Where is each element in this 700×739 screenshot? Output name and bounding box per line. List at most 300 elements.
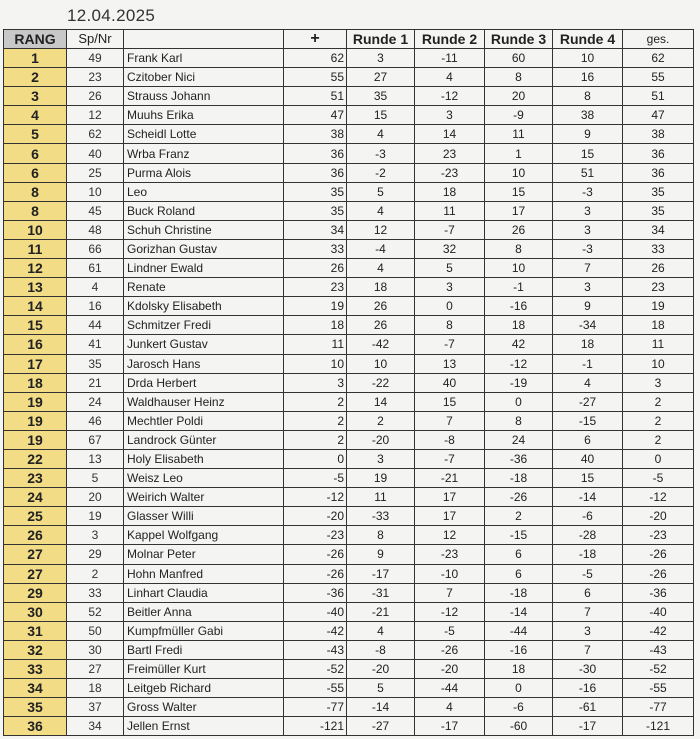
spnr-cell: 44 xyxy=(67,316,124,335)
plus-cell: 11 xyxy=(284,335,347,354)
spnr-cell: 4 xyxy=(67,278,124,297)
ges-cell: 62 xyxy=(623,49,694,68)
ges-cell: 38 xyxy=(623,125,694,144)
runde-4-cell: 6 xyxy=(553,583,623,602)
spnr-cell: 29 xyxy=(67,545,124,564)
runde-3-cell: -16 xyxy=(485,640,553,659)
runde-3-cell: -6 xyxy=(485,698,553,717)
header-runde-4: Runde 4 xyxy=(553,30,623,49)
spnr-cell: 40 xyxy=(67,144,124,163)
runde-3-cell: -14 xyxy=(485,602,553,621)
runde-3-cell: 8 xyxy=(485,239,553,258)
runde-2-cell: 12 xyxy=(415,526,485,545)
table-row xyxy=(4,602,694,621)
runde-1-cell: -21 xyxy=(347,602,415,621)
runde-1-cell: -2 xyxy=(347,163,415,182)
runde-2-cell: -23 xyxy=(415,163,485,182)
spnr-cell: 49 xyxy=(67,49,124,68)
rang-cell: 27 xyxy=(4,564,67,583)
player-name: Scheidl Lotte xyxy=(124,125,284,144)
spnr-cell: 26 xyxy=(67,87,124,106)
rang-cell: 1 xyxy=(4,49,67,68)
runde-4-cell: 9 xyxy=(553,125,623,144)
runde-2-cell: -23 xyxy=(415,545,485,564)
plus-cell: 35 xyxy=(284,182,347,201)
plus-cell: -26 xyxy=(284,545,347,564)
spnr-cell: 20 xyxy=(67,488,124,507)
ges-cell: 35 xyxy=(623,182,694,201)
player-name: Frank Karl xyxy=(124,49,284,68)
plus-cell: -42 xyxy=(284,621,347,640)
spnr-cell: 66 xyxy=(67,239,124,258)
runde-1-cell: 5 xyxy=(347,679,415,698)
spnr-cell: 12 xyxy=(67,106,124,125)
runde-4-cell: -61 xyxy=(553,698,623,717)
runde-4-cell: -3 xyxy=(553,182,623,201)
rang-cell: 18 xyxy=(4,373,67,392)
table-row xyxy=(4,354,694,373)
player-name: Kumpfmüller Gabi xyxy=(124,621,284,640)
runde-2-cell: -44 xyxy=(415,679,485,698)
header-name xyxy=(124,30,284,49)
plus-cell: 2 xyxy=(284,430,347,449)
table-row xyxy=(4,259,694,278)
table-row xyxy=(4,316,694,335)
runde-2-cell: -7 xyxy=(415,449,485,468)
table-row xyxy=(4,392,694,411)
rang-cell: 15 xyxy=(4,316,67,335)
runde-3-cell: 11 xyxy=(485,125,553,144)
runde-1-cell: -42 xyxy=(347,335,415,354)
spnr-cell: 37 xyxy=(67,698,124,717)
runde-3-cell: -15 xyxy=(485,526,553,545)
runde-3-cell: -60 xyxy=(485,717,553,736)
ges-cell: 51 xyxy=(623,87,694,106)
plus-cell: 0 xyxy=(284,449,347,468)
ges-cell: -77 xyxy=(623,698,694,717)
runde-2-cell: -10 xyxy=(415,564,485,583)
spnr-cell: 52 xyxy=(67,602,124,621)
ges-cell: -52 xyxy=(623,660,694,679)
ges-cell: -23 xyxy=(623,526,694,545)
plus-cell: 18 xyxy=(284,316,347,335)
spnr-cell: 45 xyxy=(67,201,124,220)
table-row xyxy=(4,640,694,659)
spnr-cell: 10 xyxy=(67,182,124,201)
ges-cell: 36 xyxy=(623,163,694,182)
plus-cell: 36 xyxy=(284,163,347,182)
plus-cell: -121 xyxy=(284,717,347,736)
table-row xyxy=(4,564,694,583)
player-name: Muuhs Erika xyxy=(124,106,284,125)
ges-cell: 26 xyxy=(623,259,694,278)
runde-4-cell: 15 xyxy=(553,469,623,488)
runde-3-cell: 10 xyxy=(485,163,553,182)
table-row xyxy=(4,545,694,564)
runde-2-cell: -8 xyxy=(415,430,485,449)
ges-cell: -20 xyxy=(623,507,694,526)
runde-4-cell: -14 xyxy=(553,488,623,507)
table-row xyxy=(4,698,694,717)
plus-cell: 35 xyxy=(284,201,347,220)
runde-1-cell: -8 xyxy=(347,640,415,659)
table-row xyxy=(4,163,694,182)
ges-cell: -12 xyxy=(623,488,694,507)
runde-4-cell: -6 xyxy=(553,507,623,526)
runde-2-cell: 8 xyxy=(415,316,485,335)
runde-1-cell: -3 xyxy=(347,144,415,163)
player-name: Mechtler Poldi xyxy=(124,411,284,430)
ges-cell: -55 xyxy=(623,679,694,698)
rang-cell: 4 xyxy=(4,106,67,125)
runde-2-cell: 40 xyxy=(415,373,485,392)
runde-4-cell: 3 xyxy=(553,278,623,297)
plus-cell: -12 xyxy=(284,488,347,507)
date-label: 12.04.2025 xyxy=(67,6,156,25)
runde-2-cell: 13 xyxy=(415,354,485,373)
runde-4-cell: 38 xyxy=(553,106,623,125)
table-row xyxy=(4,507,694,526)
plus-cell: 19 xyxy=(284,297,347,316)
player-name: Schuh Christine xyxy=(124,220,284,239)
runde-1-cell: 5 xyxy=(347,182,415,201)
plus-cell: 55 xyxy=(284,68,347,87)
plus-cell: -36 xyxy=(284,583,347,602)
runde-4-cell: 6 xyxy=(553,430,623,449)
player-name: Landrock Günter xyxy=(124,430,284,449)
table-row xyxy=(4,717,694,736)
plus-cell: 34 xyxy=(284,220,347,239)
runde-3-cell: 26 xyxy=(485,220,553,239)
runde-2-cell: -12 xyxy=(415,602,485,621)
rang-cell: 27 xyxy=(4,545,67,564)
header-runde-2: Runde 2 xyxy=(415,30,485,49)
plus-cell: -52 xyxy=(284,660,347,679)
player-name: Linhart Claudia xyxy=(124,583,284,602)
rang-cell: 14 xyxy=(4,297,67,316)
runde-3-cell: 42 xyxy=(485,335,553,354)
player-name: Weirich Walter xyxy=(124,488,284,507)
table-row xyxy=(4,411,694,430)
header-rang: RANG xyxy=(4,30,67,49)
header-ges: ges. xyxy=(623,30,694,49)
runde-4-cell: 51 xyxy=(553,163,623,182)
spnr-cell: 61 xyxy=(67,259,124,278)
ges-cell: 36 xyxy=(623,144,694,163)
plus-cell: 36 xyxy=(284,144,347,163)
header-runde-3: Runde 3 xyxy=(485,30,553,49)
plus-cell: -20 xyxy=(284,507,347,526)
runde-3-cell: 10 xyxy=(485,259,553,278)
runde-3-cell: 6 xyxy=(485,564,553,583)
ges-cell: 3 xyxy=(623,373,694,392)
table-row xyxy=(4,488,694,507)
runde-2-cell: -17 xyxy=(415,717,485,736)
runde-3-cell: -18 xyxy=(485,469,553,488)
spnr-cell: 19 xyxy=(67,507,124,526)
plus-cell: 33 xyxy=(284,239,347,258)
rang-cell: 11 xyxy=(4,239,67,258)
runde-1-cell: -31 xyxy=(347,583,415,602)
runde-4-cell: 40 xyxy=(553,449,623,468)
spnr-cell: 35 xyxy=(67,354,124,373)
runde-3-cell: 0 xyxy=(485,679,553,698)
spnr-cell: 3 xyxy=(67,526,124,545)
runde-3-cell: 8 xyxy=(485,411,553,430)
runde-2-cell: 0 xyxy=(415,297,485,316)
runde-3-cell: 0 xyxy=(485,392,553,411)
runde-1-cell: 3 xyxy=(347,49,415,68)
runde-3-cell: -36 xyxy=(485,449,553,468)
rang-cell: 31 xyxy=(4,621,67,640)
table-row xyxy=(4,449,694,468)
player-name: Beitler Anna xyxy=(124,602,284,621)
runde-3-cell: 2 xyxy=(485,507,553,526)
plus-cell: -26 xyxy=(284,564,347,583)
runde-4-cell: 16 xyxy=(553,68,623,87)
table-row xyxy=(4,87,694,106)
player-name: Strauss Johann xyxy=(124,87,284,106)
player-name: Freimüller Kurt xyxy=(124,660,284,679)
ges-cell: -121 xyxy=(623,717,694,736)
runde-1-cell: -20 xyxy=(347,660,415,679)
ges-cell: 34 xyxy=(623,220,694,239)
player-name: Jarosch Hans xyxy=(124,354,284,373)
plus-cell: -77 xyxy=(284,698,347,717)
runde-3-cell: 8 xyxy=(485,68,553,87)
runde-3-cell: 1 xyxy=(485,144,553,163)
spnr-cell: 16 xyxy=(67,297,124,316)
runde-1-cell: -27 xyxy=(347,717,415,736)
runde-1-cell: 9 xyxy=(347,545,415,564)
plus-cell: 10 xyxy=(284,354,347,373)
runde-1-cell: -17 xyxy=(347,564,415,583)
runde-1-cell: -22 xyxy=(347,373,415,392)
runde-4-cell: -27 xyxy=(553,392,623,411)
runde-2-cell: 17 xyxy=(415,488,485,507)
player-name: Drda Herbert xyxy=(124,373,284,392)
runde-3-cell: -12 xyxy=(485,354,553,373)
runde-2-cell: 4 xyxy=(415,68,485,87)
player-name: Waldhauser Heinz xyxy=(124,392,284,411)
plus-cell: 2 xyxy=(284,411,347,430)
plus-cell: -40 xyxy=(284,602,347,621)
rang-cell: 19 xyxy=(4,411,67,430)
runde-1-cell: 4 xyxy=(347,125,415,144)
spnr-cell: 67 xyxy=(67,430,124,449)
rang-cell: 3 xyxy=(4,87,67,106)
player-name: Lindner Ewald xyxy=(124,259,284,278)
runde-2-cell: -7 xyxy=(415,335,485,354)
player-name: Czitober Nici xyxy=(124,68,284,87)
player-name: Molnar Peter xyxy=(124,545,284,564)
rang-cell: 19 xyxy=(4,392,67,411)
player-name: Gorizhan Gustav xyxy=(124,239,284,258)
rang-cell: 33 xyxy=(4,660,67,679)
player-name: Schmitzer Fredi xyxy=(124,316,284,335)
table-row xyxy=(4,621,694,640)
runde-1-cell: -20 xyxy=(347,430,415,449)
runde-2-cell: 4 xyxy=(415,698,485,717)
spnr-cell: 24 xyxy=(67,392,124,411)
runde-2-cell: 5 xyxy=(415,259,485,278)
runde-4-cell: 10 xyxy=(553,49,623,68)
spnr-cell: 5 xyxy=(67,469,124,488)
runde-4-cell: 3 xyxy=(553,621,623,640)
rang-cell: 12 xyxy=(4,259,67,278)
runde-1-cell: 4 xyxy=(347,201,415,220)
ges-cell: -26 xyxy=(623,564,694,583)
plus-cell: 2 xyxy=(284,392,347,411)
runde-3-cell: -18 xyxy=(485,583,553,602)
player-name: Buck Roland xyxy=(124,201,284,220)
runde-2-cell: -11 xyxy=(415,49,485,68)
ges-cell: 2 xyxy=(623,411,694,430)
runde-1-cell: 8 xyxy=(347,526,415,545)
runde-1-cell: 26 xyxy=(347,316,415,335)
runde-2-cell: -5 xyxy=(415,621,485,640)
table-row xyxy=(4,49,694,68)
spnr-cell: 34 xyxy=(67,717,124,736)
runde-4-cell: -17 xyxy=(553,717,623,736)
table-row xyxy=(4,182,694,201)
rang-cell: 32 xyxy=(4,640,67,659)
spnr-cell: 13 xyxy=(67,449,124,468)
runde-2-cell: 7 xyxy=(415,583,485,602)
spnr-cell: 18 xyxy=(67,679,124,698)
runde-4-cell: 4 xyxy=(553,373,623,392)
runde-2-cell: 3 xyxy=(415,278,485,297)
runde-2-cell: 17 xyxy=(415,507,485,526)
plus-cell: 38 xyxy=(284,125,347,144)
player-name: Jellen Ernst xyxy=(124,717,284,736)
ges-cell: -36 xyxy=(623,583,694,602)
ges-cell: 10 xyxy=(623,354,694,373)
spnr-cell: 46 xyxy=(67,411,124,430)
runde-2-cell: -26 xyxy=(415,640,485,659)
plus-cell: 23 xyxy=(284,278,347,297)
plus-cell: 26 xyxy=(284,259,347,278)
player-name: Hohn Manfred xyxy=(124,564,284,583)
spnr-cell: 21 xyxy=(67,373,124,392)
runde-2-cell: -7 xyxy=(415,220,485,239)
runde-3-cell: -26 xyxy=(485,488,553,507)
header-runde-1: Runde 1 xyxy=(347,30,415,49)
runde-4-cell: -1 xyxy=(553,354,623,373)
table-row xyxy=(4,106,694,125)
player-name: Kappel Wolfgang xyxy=(124,526,284,545)
rang-cell: 17 xyxy=(4,354,67,373)
table-row xyxy=(4,125,694,144)
runde-3-cell: -9 xyxy=(485,106,553,125)
runde-1-cell: 26 xyxy=(347,297,415,316)
spnr-cell: 48 xyxy=(67,220,124,239)
plus-cell: -23 xyxy=(284,526,347,545)
rang-cell: 22 xyxy=(4,449,67,468)
rang-cell: 19 xyxy=(4,430,67,449)
table-row xyxy=(4,239,694,258)
rang-cell: 29 xyxy=(4,583,67,602)
runde-1-cell: -4 xyxy=(347,239,415,258)
runde-4-cell: -5 xyxy=(553,564,623,583)
runde-3-cell: -16 xyxy=(485,297,553,316)
runde-1-cell: 11 xyxy=(347,488,415,507)
rang-cell: 36 xyxy=(4,717,67,736)
player-name: Purma Alois xyxy=(124,163,284,182)
player-name: Renate xyxy=(124,278,284,297)
spnr-cell: 2 xyxy=(67,564,124,583)
player-name: Holy Elisabeth xyxy=(124,449,284,468)
ges-cell: 18 xyxy=(623,316,694,335)
rang-cell: 24 xyxy=(4,488,67,507)
runde-4-cell: -15 xyxy=(553,411,623,430)
runde-3-cell: 15 xyxy=(485,182,553,201)
runde-1-cell: 35 xyxy=(347,87,415,106)
player-name: Glasser Willi xyxy=(124,507,284,526)
ges-cell: -5 xyxy=(623,469,694,488)
spnr-cell: 50 xyxy=(67,621,124,640)
ges-cell: -42 xyxy=(623,621,694,640)
runde-2-cell: -20 xyxy=(415,660,485,679)
rang-cell: 6 xyxy=(4,144,67,163)
ges-cell: 2 xyxy=(623,430,694,449)
runde-4-cell: -28 xyxy=(553,526,623,545)
table-row xyxy=(4,583,694,602)
runde-1-cell: -33 xyxy=(347,507,415,526)
runde-1-cell: 4 xyxy=(347,259,415,278)
runde-4-cell: 3 xyxy=(553,201,623,220)
plus-cell: 51 xyxy=(284,87,347,106)
spnr-cell: 27 xyxy=(67,660,124,679)
plus-cell: 47 xyxy=(284,106,347,125)
ges-cell: -40 xyxy=(623,602,694,621)
spnr-cell: 41 xyxy=(67,335,124,354)
runde-2-cell: 3 xyxy=(415,106,485,125)
rang-cell: 34 xyxy=(4,679,67,698)
runde-2-cell: 14 xyxy=(415,125,485,144)
rang-cell: 5 xyxy=(4,125,67,144)
table-row xyxy=(4,68,694,87)
table-row xyxy=(4,679,694,698)
runde-1-cell: 14 xyxy=(347,392,415,411)
runde-4-cell: 8 xyxy=(553,87,623,106)
header-row xyxy=(4,30,694,49)
ges-cell: 0 xyxy=(623,449,694,468)
plus-cell: 62 xyxy=(284,49,347,68)
runde-4-cell: -30 xyxy=(553,660,623,679)
runde-2-cell: 32 xyxy=(415,239,485,258)
table-row xyxy=(4,201,694,220)
spnr-cell: 30 xyxy=(67,640,124,659)
runde-3-cell: 6 xyxy=(485,545,553,564)
table-row xyxy=(4,373,694,392)
runde-2-cell: -12 xyxy=(415,87,485,106)
rang-cell: 23 xyxy=(4,469,67,488)
ges-cell: 35 xyxy=(623,201,694,220)
rang-cell: 35 xyxy=(4,698,67,717)
runde-2-cell: 7 xyxy=(415,411,485,430)
rang-cell: 16 xyxy=(4,335,67,354)
ges-cell: 23 xyxy=(623,278,694,297)
ges-cell: 33 xyxy=(623,239,694,258)
spnr-cell: 23 xyxy=(67,68,124,87)
player-name: Leo xyxy=(124,182,284,201)
plus-cell: -55 xyxy=(284,679,347,698)
plus-cell: -43 xyxy=(284,640,347,659)
rang-cell: 13 xyxy=(4,278,67,297)
ranking-table xyxy=(3,29,694,736)
player-name: Bartl Fredi xyxy=(124,640,284,659)
